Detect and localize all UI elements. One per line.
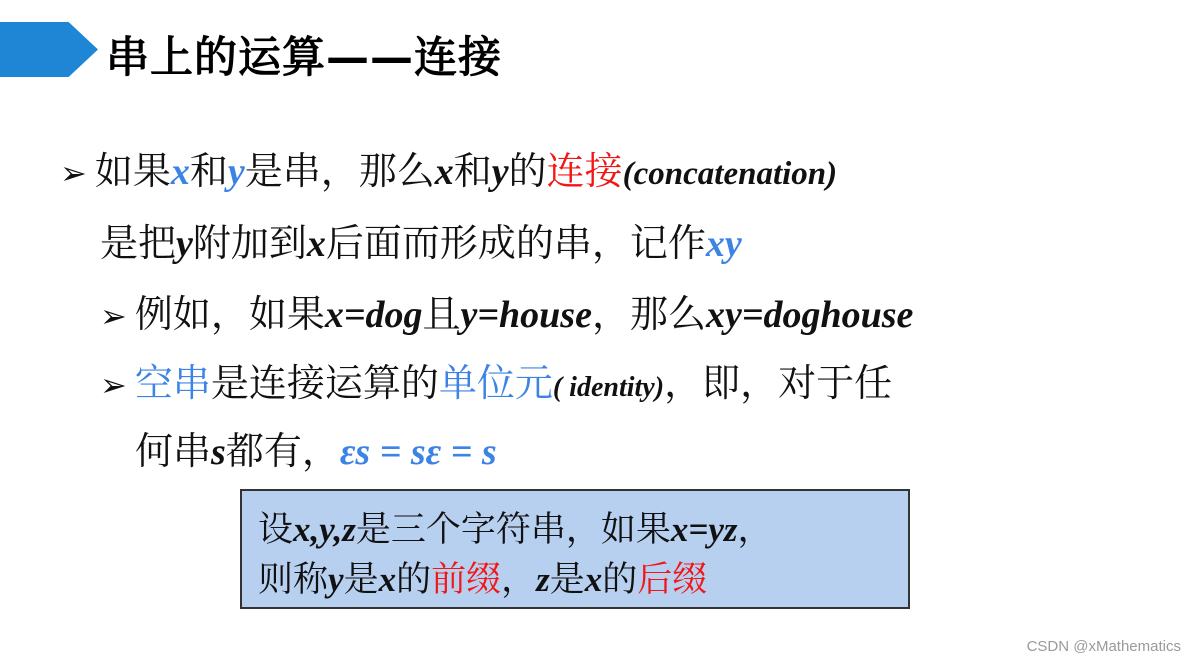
title-accent-arrow [0, 22, 98, 77]
watermark: CSDN @xMathematics [1026, 638, 1181, 655]
term-empty-string: 空串 [134, 361, 211, 405]
term-prefix: 前缀 [431, 560, 502, 600]
term-concatenation: 连接 [546, 149, 623, 193]
var-y: y [227, 151, 245, 193]
bullet-1-line-1: ➢ 如果x和y是串，那么x和y的连接(concatenation) [60, 149, 838, 193]
bullet-3-line-1: ➢ 空串是连接运算的单位元( identity)，即，对于任 [100, 361, 893, 405]
bullet-3-line-2: 何串s都有，εs = sε = s [135, 429, 497, 473]
term-suffix: 后缀 [637, 560, 708, 600]
bullet-arrow-icon: ➢ [100, 366, 127, 404]
bullet-arrow-icon: ➢ [100, 297, 127, 335]
english-term: (concatenation) [622, 156, 838, 192]
bullet-2: ➢ 例如，如果x=dog且y=house，那么xy=doghouse [100, 292, 914, 336]
slide-title: 串上的运算——连接 [106, 33, 502, 83]
bullet-arrow-icon: ➢ [60, 154, 87, 192]
term-identity: 单位元 [438, 361, 553, 405]
identity-formula: εs = sε = s [339, 431, 497, 473]
definition-line-2: 则称y是x的前缀，z是x的后缀 [258, 560, 708, 600]
var-x: x [170, 151, 190, 193]
bullet-1-line-2: 是把y附加到x后面而形成的串，记作xy [100, 221, 742, 265]
definition-box [240, 489, 910, 609]
definition-line-1: 设x,y,z是三个字符串，如果x=yz， [258, 510, 773, 550]
expr-xy: xy [705, 223, 742, 265]
